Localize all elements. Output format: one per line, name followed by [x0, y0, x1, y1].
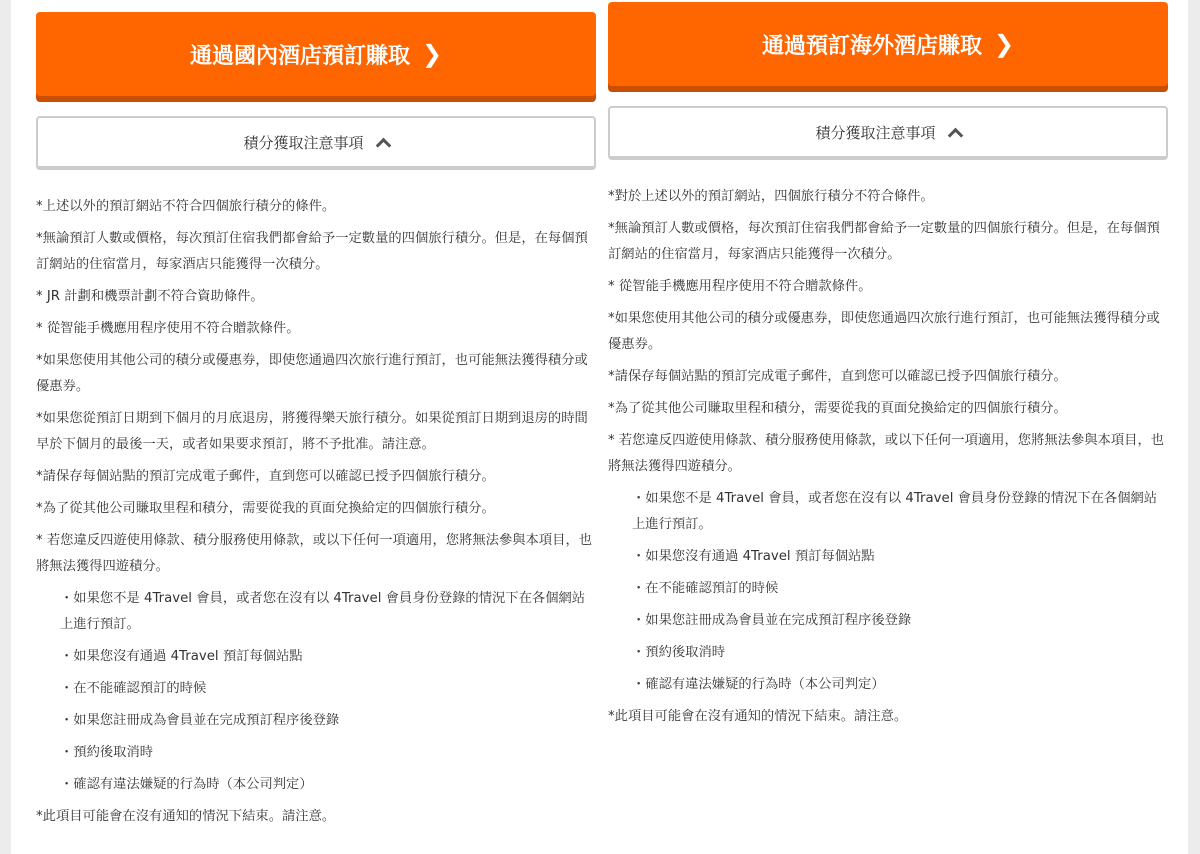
- right-gutter: [1188, 0, 1200, 854]
- overseas-hotel-earn-button[interactable]: [608, 2, 1168, 86]
- sub-note: ・如果您沒有通過 4Travel 預訂每個站點: [60, 649, 303, 664]
- note: *對於上述以外的預訂網站，四個旅行積分不符合條件。: [608, 189, 934, 204]
- sub-note: ・如果您不是 4Travel 會員，或者您在沒有以 4Travel 會員身份登錄的情況下在各個網站上進行預訂。: [60, 591, 586, 632]
- cta-label: 通過國內酒店預訂賺取: [189, 43, 410, 69]
- points-notes-toggle[interactable]: [608, 106, 1168, 160]
- note: *如果您從預訂日期到下個月的月底退房，將獲得樂天旅行積分。如果從預訂日期到退房的時間早於下個月的最後一天，或者如果要求預訂，將不予批准。請注意。: [36, 411, 588, 452]
- note: *為了從其他公司賺取里程和積分，需要從我的頁面兌換給定的四個旅行積分。: [36, 501, 495, 516]
- chevron-up-icon: [375, 137, 391, 153]
- note: *如果您使用其他公司的積分或優惠券，即使您通過四次旅行進行預訂，也可能無法獲得積分或優惠券。: [36, 353, 588, 394]
- note: *無論預訂人數或價格，每次預訂住宿我們都會給予一定數量的四個旅行積分。但是，在每個預訂網站的住宿當月，每家酒店只能獲得一次積分。: [36, 231, 588, 272]
- toggle-label: 積分獲取注意事項: [243, 133, 364, 152]
- sub-note: ・如果您沒有通過 4Travel 預訂每個站點: [632, 549, 875, 564]
- sub-note: ・在不能確認預訂的時候: [632, 581, 779, 596]
- note: *請保存每個站點的預訂完成電子郵件，直到您可以確認已授予四個旅行積分。: [36, 469, 495, 484]
- chevron-right-icon: ❯: [421, 40, 443, 68]
- toggle-label: 積分獲取注意事項: [815, 123, 936, 142]
- sub-note: ・如果您註冊成為會員並在完成預訂程序後登錄: [60, 713, 340, 728]
- domestic-hotel-earn-button[interactable]: [36, 12, 596, 96]
- note: * 若您違反四遊使用條款、積分服務使用條款，或以下任何一項適用，您將無法參與本項目，也將無法獲得四遊積分。: [608, 433, 1165, 474]
- sub-note: ・如果您註冊成為會員並在完成預訂程序後登錄: [632, 613, 912, 628]
- points-notes-toggle[interactable]: [36, 116, 596, 170]
- sub-note: ・在不能確認預訂的時候: [60, 681, 207, 696]
- sub-note: ・確認有違法嫌疑的行為時（本公司判定）: [632, 677, 885, 692]
- left-gutter: [0, 0, 11, 854]
- footer-note: *此項目可能會在沒有通知的情況下結束。請注意。: [36, 809, 336, 824]
- chevron-right-icon: ❯: [993, 30, 1015, 58]
- note: * 從智能手機應用程序使用不符合贈款條件。: [36, 321, 300, 336]
- note: *上述以外的預訂網站不符合四個旅行積分的條件。: [36, 199, 336, 214]
- points-notes: [608, 184, 1168, 730]
- note: *如果您使用其他公司的積分或優惠券，即使您通過四次旅行進行預訂，也可能無法獲得積分或優惠券。: [608, 311, 1160, 352]
- sub-note: ・預約後取消時: [60, 745, 154, 760]
- cta-label: 通過預訂海外酒店賺取: [761, 33, 982, 59]
- points-notes: [36, 194, 596, 830]
- note: *無論預訂人數或價格，每次預訂住宿我們都會給予一定數量的四個旅行積分。但是，在每個預訂網站的住宿當月，每家酒店只能獲得一次積分。: [608, 221, 1160, 262]
- domestic-hotel-column: [36, 12, 596, 836]
- note: * 若您違反四遊使用條款、積分服務使用條款，或以下任何一項適用，您將無法參與本項目，也將無法獲得四遊積分。: [36, 533, 593, 574]
- note: * 從智能手機應用程序使用不符合贈款條件。: [608, 279, 872, 294]
- overseas-hotel-column: [608, 2, 1168, 736]
- sub-note: ・預約後取消時: [632, 645, 726, 660]
- note: * JR 計劃和機票計劃不符合資助條件。: [36, 289, 264, 304]
- chevron-up-icon: [947, 127, 963, 143]
- note: *請保存每個站點的預訂完成電子郵件，直到您可以確認已授予四個旅行積分。: [608, 369, 1067, 384]
- sub-note: ・如果您不是 4Travel 會員，或者您在沒有以 4Travel 會員身份登錄的情況下在各個網站上進行預訂。: [632, 491, 1158, 532]
- note: *為了從其他公司賺取里程和積分，需要從我的頁面兌換給定的四個旅行積分。: [608, 401, 1067, 416]
- footer-note: *此項目可能會在沒有通知的情況下結束。請注意。: [608, 709, 908, 724]
- sub-note: ・確認有違法嫌疑的行為時（本公司判定）: [60, 777, 313, 792]
